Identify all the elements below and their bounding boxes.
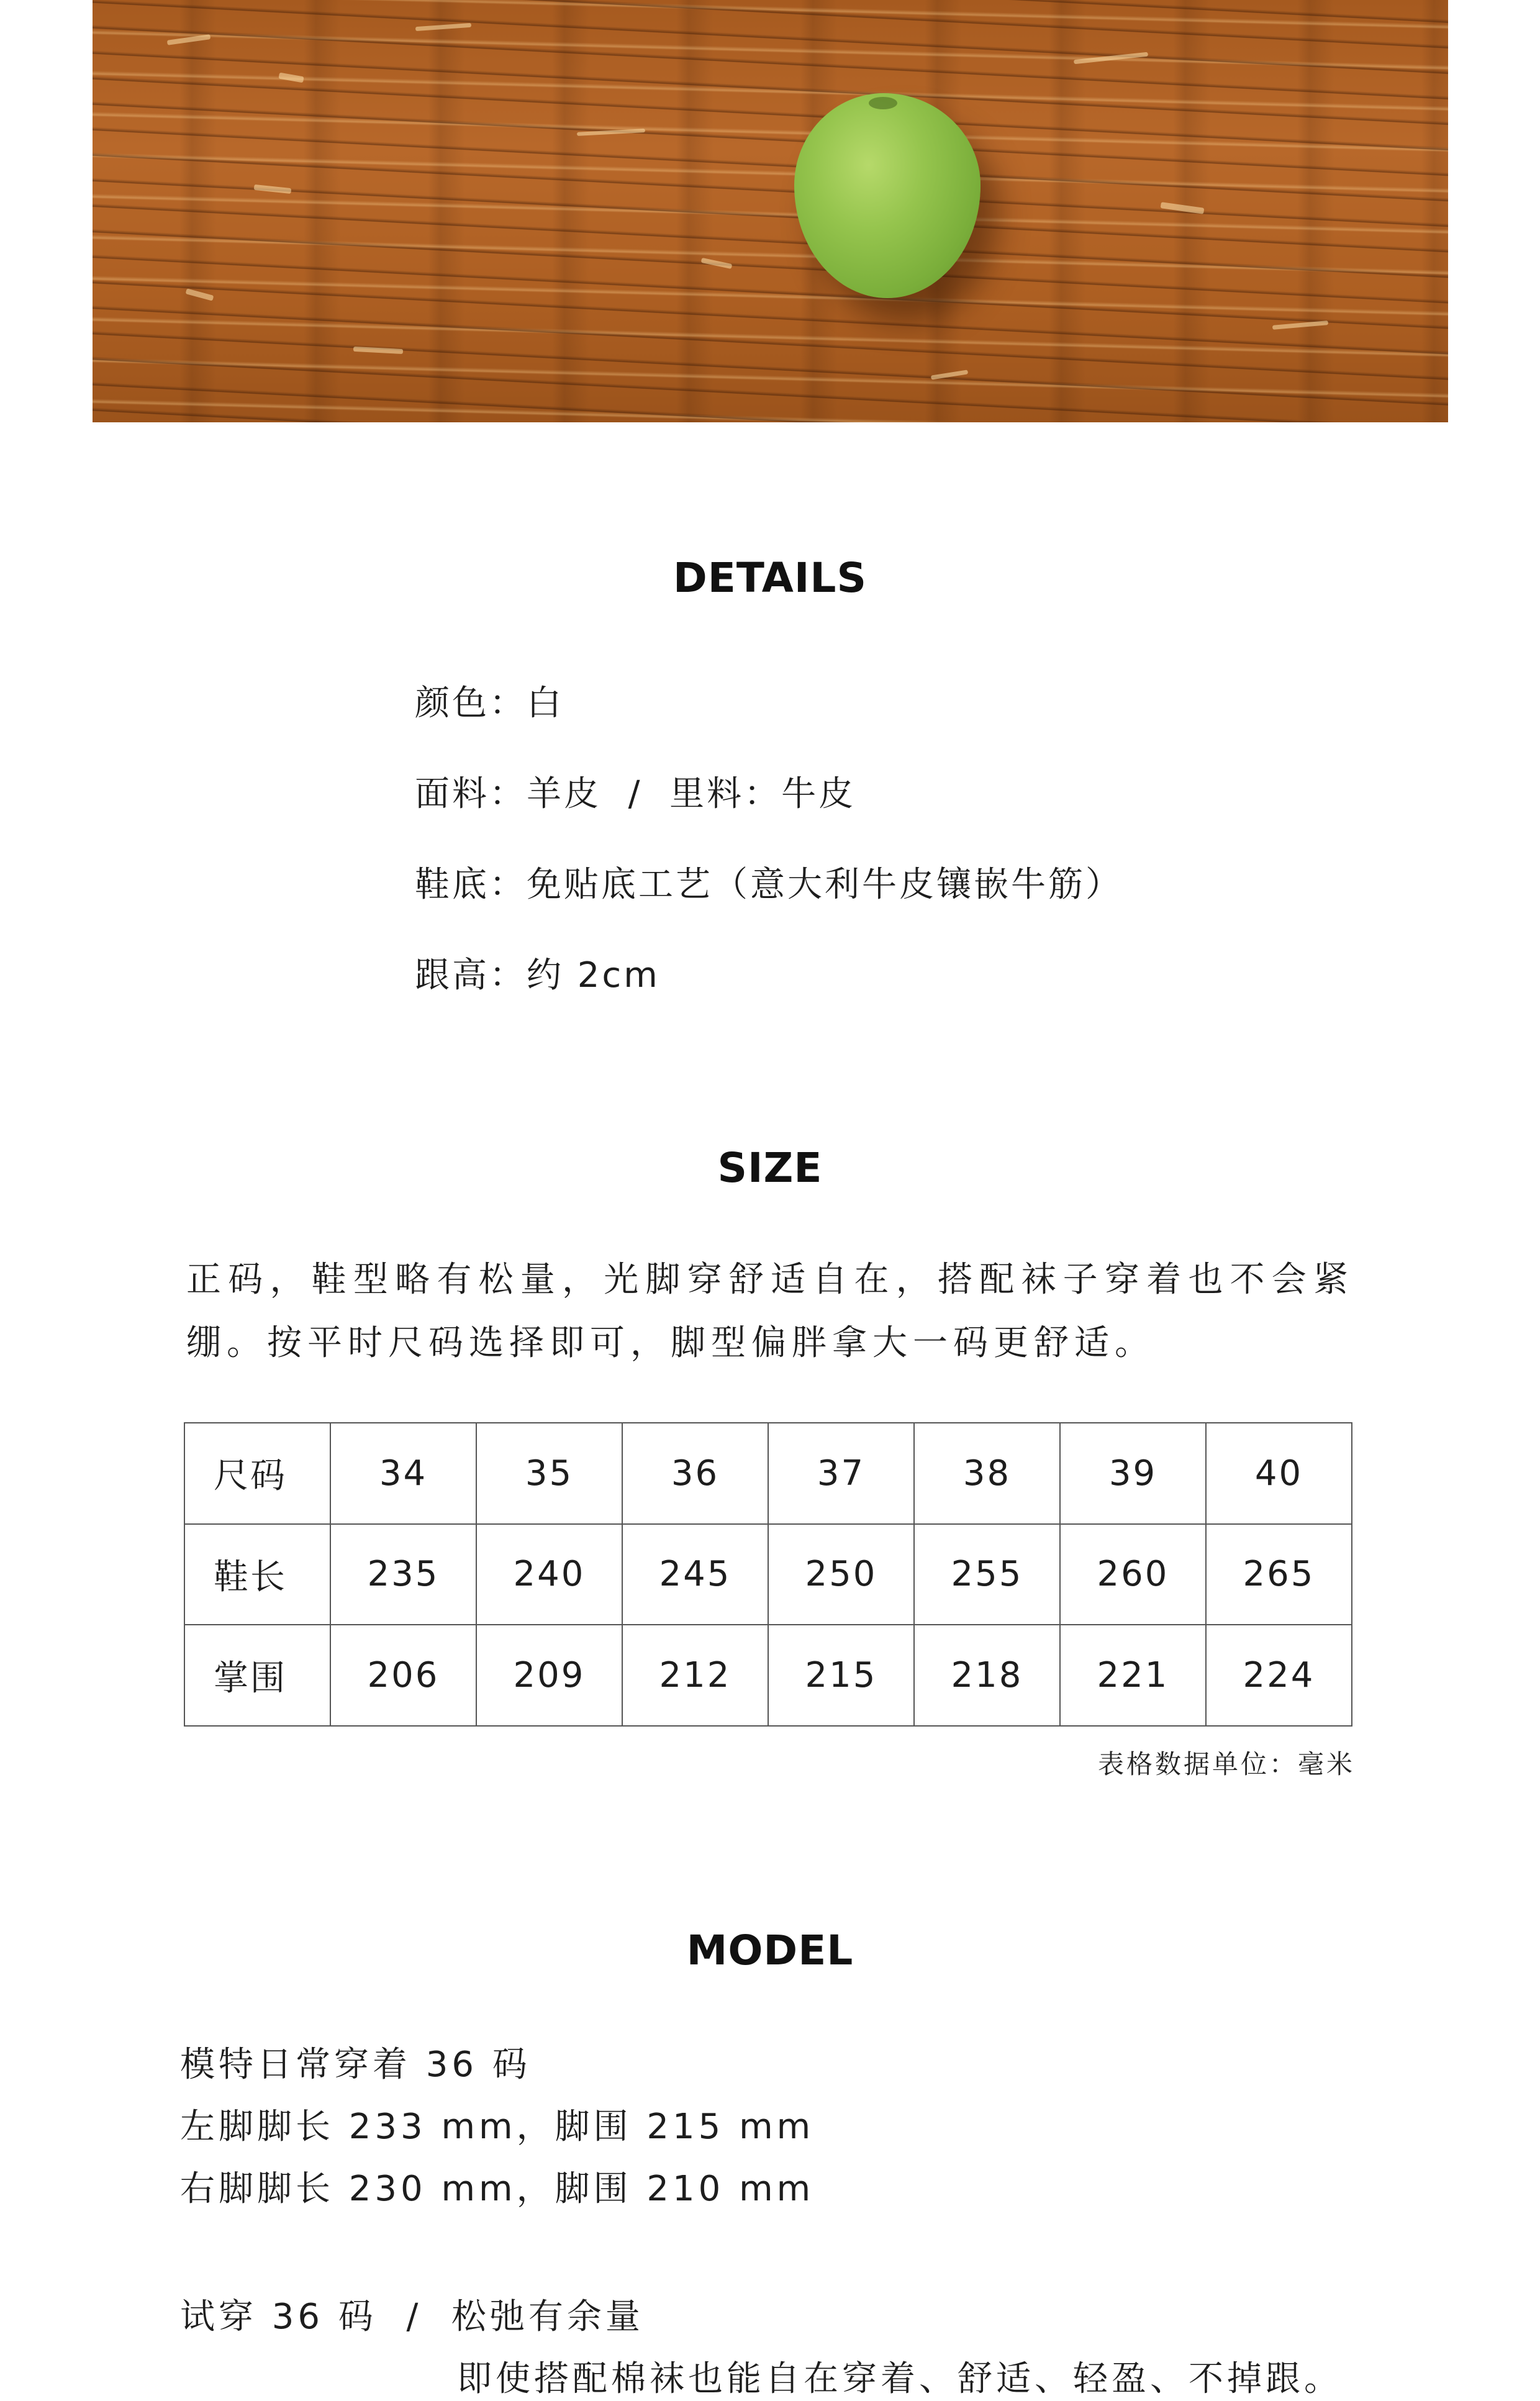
table-cell: 34: [330, 1423, 476, 1524]
table-cell: 38: [914, 1423, 1060, 1524]
table-cell: 209: [476, 1625, 622, 1726]
table-cell: 224: [1206, 1625, 1352, 1726]
model-right-foot: 右脚脚长 230 mm，脚围 210 mm: [180, 2169, 815, 2209]
detail-sole: 鞋底：免贴底工艺（意大利牛皮镶嵌牛筋）: [415, 865, 1123, 905]
table-row: [184, 1423, 1352, 1524]
table-cell: 250: [768, 1524, 914, 1625]
table-cell: 221: [1060, 1625, 1206, 1726]
table-cell: 212: [622, 1625, 768, 1726]
table-cell: 39: [1060, 1423, 1206, 1524]
green-plum: [794, 93, 981, 298]
model-title: MODEL: [686, 1927, 854, 1974]
row-label-girth: 掌围: [184, 1625, 330, 1726]
table-cell: 245: [622, 1524, 768, 1625]
table-unit-note: 表格数据单位：毫米: [1097, 1749, 1355, 1779]
detail-heel-height: 跟高：约 2cm: [415, 955, 660, 996]
table-cell: 235: [330, 1524, 476, 1625]
model-fitting-note: 即使搭配棉袜也能自在穿着、舒适、轻盈、不掉跟。: [457, 2359, 1343, 2399]
detail-color: 颜色：白: [415, 683, 564, 724]
row-label-length: 鞋长: [184, 1524, 330, 1625]
row-label-size: 尺码: [184, 1423, 330, 1524]
table-row: [184, 1524, 1352, 1625]
size-title: SIZE: [717, 1144, 823, 1192]
table-cell: 40: [1206, 1423, 1352, 1524]
model-fitting: 试穿 36 码 / 松弛有余量: [180, 2297, 644, 2337]
model-left-foot: 左脚脚长 233 mm，脚围 215 mm: [180, 2107, 815, 2147]
table-cell: 37: [768, 1423, 914, 1524]
table-cell: 240: [476, 1524, 622, 1625]
size-table: [184, 1422, 1352, 1727]
hero-photo: [93, 0, 1448, 422]
size-description: 正码，鞋型略有松量，光脚穿舒适自在，搭配袜子穿着也不会紧绷。按平时尺码选择即可，脚型偏胖拿大一码更舒适。: [186, 1260, 1354, 1363]
detail-material: 面料：羊皮 / 里料：牛皮: [415, 774, 856, 814]
table-cell: 255: [914, 1524, 1060, 1625]
table-cell: 265: [1206, 1524, 1352, 1625]
table-cell: 206: [330, 1625, 476, 1726]
table-cell: 35: [476, 1423, 622, 1524]
model-size-worn: 模特日常穿着 36 码: [180, 2045, 531, 2085]
table-cell: 260: [1060, 1524, 1206, 1625]
table-cell: 36: [622, 1423, 768, 1524]
table-cell: 218: [914, 1625, 1060, 1726]
table-row: [184, 1625, 1352, 1726]
details-title: DETAILS: [673, 554, 867, 602]
table-cell: 215: [768, 1625, 914, 1726]
